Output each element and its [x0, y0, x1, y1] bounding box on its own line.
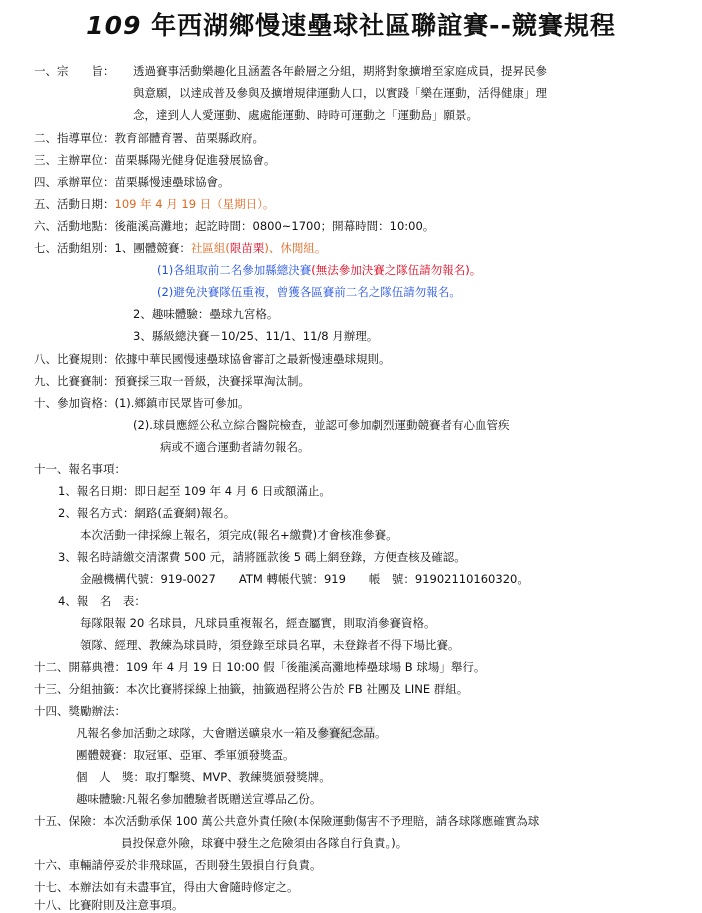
- souvenir-highlight: 參賽紀念品: [317, 726, 375, 740]
- section-8: 八、比賽規則：依據中華民國慢速壘球協會審訂之最新慢速壘球規則。: [34, 352, 391, 366]
- activity-date: 109 年 4 月 19 日（星期日）。: [114, 197, 275, 211]
- section-6: 六、活動地點：後龍溪高灘地；起訖時間：0800~1700；開幕時間：10:00。: [34, 219, 435, 233]
- bank-info: 金融機構代號：919-0027 ATM 轉帳代號：919 帳 號：91902110160320。: [80, 572, 529, 586]
- note-1-warning: (無法參加決賽之隊伍請勿報名)。: [311, 263, 482, 277]
- section-18: 十八、比賽附則及注意事項。: [34, 898, 184, 912]
- section-13: 十三、分組抽籤：本次比賽將採線上抽籤，抽籤過程將公告於 FB 社團及 LINE 群組。: [34, 682, 469, 696]
- section-7-item-3: 3、縣級總決賽－10/25、11/1、11/8 月辦理。: [133, 329, 379, 343]
- leisure-group: )、休閒組。: [264, 241, 327, 255]
- section-7: [34, 241, 326, 255]
- section-5-label: 五、活動日期：: [34, 197, 115, 211]
- section-11-item-1: 1、報名日期：即日起至 109 年 4 月 6 日或額滿止。: [58, 484, 331, 498]
- section-7-note-1: [157, 263, 481, 277]
- section-14-label: 十四、獎勵辦法：: [34, 704, 126, 718]
- section-1-line-2: 與意願，以達成普及參與及擴增規律運動人口，以實踐「樂在運動，活得健康」理: [133, 86, 547, 100]
- section-16: 十六、車輛請停妥於非飛球區，否則發生毀損自行負責。: [34, 858, 322, 872]
- note-1-text: (1)各組取前二名參加縣總決賽: [157, 263, 312, 277]
- section-1-line-3: 念，達到人人愛運動、處處能運動、時時可運動之「運動島」願景。: [133, 108, 478, 122]
- section-10-item-2b: 病或不適合運動者請勿報名。: [160, 440, 310, 454]
- section-7-label: 七、活動組別：: [34, 241, 115, 255]
- section-2: 二、指導單位：教育部體育署、苗栗縣政府。: [34, 131, 264, 145]
- section-10-item-1: (1).鄉鎮市民眾皆可參加。: [114, 396, 250, 410]
- section-10: [34, 396, 249, 410]
- section-14-line-c: 個 人 獎：取打擊獎、MVP、教練獎頒發獎牌。: [76, 770, 331, 784]
- section-11-item-2: 2、報名方式：網路(孟賽網)報名。: [58, 506, 236, 520]
- section-10-label: 十、參加資格：: [34, 396, 115, 410]
- community-group: 社區組(: [190, 241, 230, 255]
- section-7-note-2: (2)避免決賽隊伍重複，曾獲各區賽前二名之隊伍請勿報名。: [157, 285, 461, 299]
- section-15-line-1: 十五、保險：本次活動承保 100 萬公共意外責任險(本保險運動傷害不予理賠，請各球隊應確實為球: [34, 814, 540, 828]
- section-14-line-d: 趣味體驗:凡報名參加體驗者既贈送宣導品乙份。: [76, 792, 322, 806]
- section-14-line-a-text: 凡報名參加活動之球隊，大會贈送礦泉水一箱及: [76, 726, 318, 740]
- section-14-line-a-end: 。: [375, 726, 387, 740]
- section-3: 三、主辦單位：苗栗縣陽光健身促進發展協會。: [34, 153, 276, 167]
- section-11-label: 十一、報名事項：: [34, 462, 126, 476]
- miaoli-only: 限苗栗: [229, 241, 265, 255]
- section-11-item-4a: 每隊限報 20 名球員，凡球員重複報名，經查屬實，則取消參賽資格。: [80, 616, 436, 630]
- section-5: [34, 197, 274, 211]
- section-11-item-3: 3、報名時請繳交清潔費 500 元，請將匯款後 5 碼上網登錄，方便查核及確認。: [58, 550, 466, 564]
- section-14-line-a: [76, 726, 387, 740]
- section-15-line-2: 員投保意外險，球賽中發生之危險須由各隊自行負責。)。: [121, 836, 408, 850]
- section-11-item-2b: 本次活動一律採線上報名，須完成(報名+繳費)才會核准參賽。: [80, 528, 398, 542]
- title-text: 年西湖鄉慢速壘球社區聯誼賽--競賽規程: [141, 11, 616, 40]
- section-4: 四、承辦單位：苗栗縣慢速壘球協會。: [34, 175, 230, 189]
- title-year: 109: [86, 11, 142, 40]
- section-1-label: 一、宗 旨：: [34, 64, 115, 78]
- page-title: [0, 6, 702, 42]
- section-7-item-2: 2、趣味體驗：壘球九宮格。: [133, 307, 279, 321]
- section-17: 十七、本辦法如有未盡事宜，得由大會隨時修定之。: [34, 880, 299, 894]
- section-12: 十二、開幕典禮：109 年 4 月 19 日 10:00 假「後龍溪高灘地棒壘球場 B 球場」舉行。: [34, 660, 486, 674]
- section-10-item-2a: (2).球員應經公私立綜合醫院檢查，並認可參加劇烈運動競賽者有心血管疾: [133, 418, 510, 432]
- section-7-item-1-prefix: 1、團體競賽：: [114, 241, 191, 255]
- section-14-line-b: 團體競賽：取冠軍、亞軍、季軍頒發獎盃。: [76, 748, 295, 762]
- section-11-item-4: 4、報 名 表：: [58, 594, 146, 608]
- section-9: 九、比賽賽制：預賽採三取一晉級，決賽採單淘汰制。: [34, 374, 310, 388]
- section-1-line-1: 透過賽事活動樂趣化且涵蓋各年齡層之分組，期將對象擴增至家庭成員，提昇民參: [133, 64, 547, 78]
- section-11-item-4b: 領隊、經理、教練為球員時，須登錄至球員名單，未登錄者不得下場比賽。: [80, 638, 460, 652]
